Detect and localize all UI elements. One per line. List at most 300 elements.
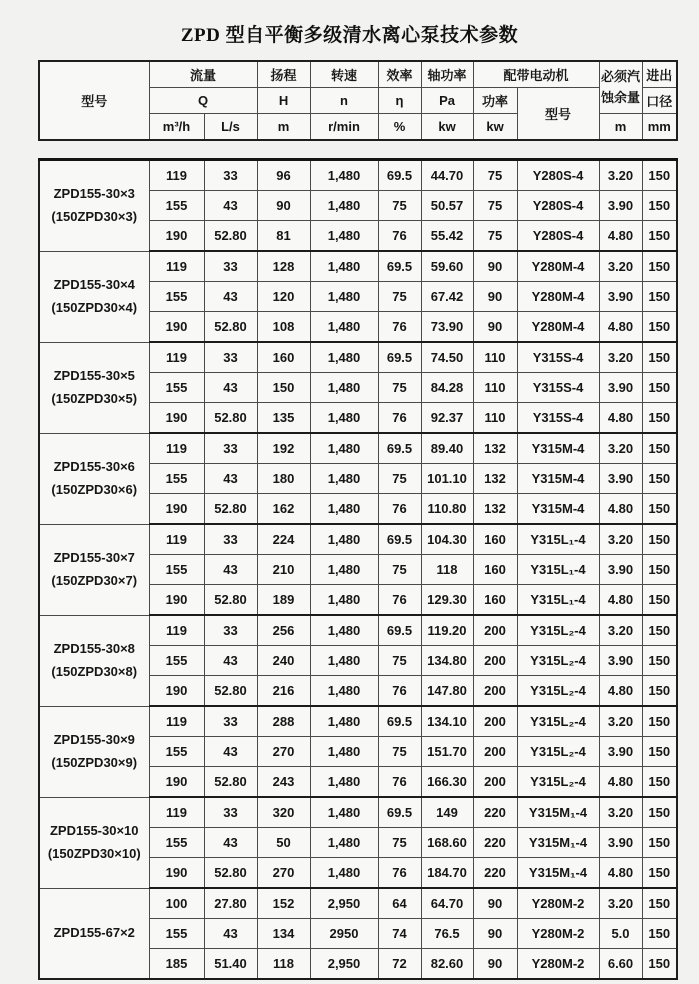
table-cell: 43 <box>204 191 257 221</box>
table-cell: 1,480 <box>310 767 378 798</box>
table-cell: 119 <box>149 342 204 373</box>
table-cell: 150 <box>642 251 677 282</box>
table-cell: 67.42 <box>421 282 473 312</box>
table-cell: Y280S-4 <box>517 221 599 252</box>
table-cell: 180 <box>257 464 310 494</box>
pump-model-line: (150ZPD30×5) <box>51 390 138 406</box>
table-cell: 119 <box>149 251 204 282</box>
table-cell: 210 <box>257 555 310 585</box>
table-cell: 160 <box>473 555 517 585</box>
table-cell: 288 <box>257 706 310 737</box>
table-cell: 55.42 <box>421 221 473 252</box>
table-cell: 3.20 <box>599 706 642 737</box>
efficiency-unit: % <box>378 114 421 141</box>
flow-unit-m3h: m³/h <box>149 114 204 141</box>
table-cell: 190 <box>149 858 204 889</box>
table-cell: 110 <box>473 373 517 403</box>
pump-model-line: (150ZPD30×3) <box>51 208 138 224</box>
table-cell: 3.90 <box>599 737 642 767</box>
table-cell: Y315L₁-4 <box>517 585 599 616</box>
speed-unit: r/min <box>310 114 378 141</box>
table-cell: 150 <box>642 676 677 707</box>
table-cell: 110.80 <box>421 494 473 525</box>
table-cell: 119 <box>149 160 204 191</box>
table-cell: 1,480 <box>310 221 378 252</box>
table-cell: Y315M-4 <box>517 433 599 464</box>
table-cell: 76 <box>378 858 421 889</box>
table-cell: 184.70 <box>421 858 473 889</box>
table-cell: 150 <box>642 585 677 616</box>
table-cell: 160 <box>473 585 517 616</box>
table-cell: 200 <box>473 646 517 676</box>
table-cell: 69.5 <box>378 251 421 282</box>
table-cell: 33 <box>204 251 257 282</box>
table-row <box>39 524 677 555</box>
table-cell: Y315S-4 <box>517 373 599 403</box>
table-cell: 220 <box>473 828 517 858</box>
table-cell: 76 <box>378 585 421 616</box>
table-cell: 190 <box>149 403 204 434</box>
table-cell: 220 <box>473 797 517 828</box>
speed-symbol: n <box>310 88 378 114</box>
table-cell: 81 <box>257 221 310 252</box>
table-cell: 1,480 <box>310 858 378 889</box>
table-cell: 59.60 <box>421 251 473 282</box>
pump-model-line: ZPD155-67×2 <box>53 924 135 940</box>
table-row <box>39 888 677 919</box>
table-cell: 75 <box>378 737 421 767</box>
spec-table-header <box>38 60 678 141</box>
head-unit: m <box>257 114 310 141</box>
table-cell: 200 <box>473 767 517 798</box>
table-cell: 150 <box>642 464 677 494</box>
pump-model-line: (150ZPD30×6) <box>51 481 138 497</box>
table-cell: 1,480 <box>310 828 378 858</box>
table-cell: 75 <box>378 555 421 585</box>
shaft-power-symbol: Pa <box>421 88 473 114</box>
table-row <box>39 251 677 282</box>
table-cell: 120 <box>257 282 310 312</box>
col-header-shaft-power: 轴功率 <box>421 61 473 88</box>
efficiency-symbol: η <box>378 88 421 114</box>
table-cell: 119 <box>149 706 204 737</box>
table-cell: 110 <box>473 342 517 373</box>
table-cell: 1,480 <box>310 282 378 312</box>
table-cell: 52.80 <box>204 767 257 798</box>
table-cell: 160 <box>473 524 517 555</box>
table-cell: 150 <box>642 949 677 980</box>
npsh-unit: m <box>599 114 642 141</box>
table-cell: Y280S-4 <box>517 160 599 191</box>
table-cell: 33 <box>204 706 257 737</box>
table-cell: 1,480 <box>310 433 378 464</box>
table-cell: 4.80 <box>599 676 642 707</box>
table-cell: Y315L₂-4 <box>517 615 599 646</box>
table-cell: 3.20 <box>599 524 642 555</box>
table-row <box>39 342 677 373</box>
table-cell: 75 <box>378 191 421 221</box>
table-cell: 69.5 <box>378 706 421 737</box>
table-cell: 33 <box>204 160 257 191</box>
table-cell: 132 <box>473 464 517 494</box>
table-cell: 3.20 <box>599 888 642 919</box>
table-cell: 4.80 <box>599 221 642 252</box>
pump-model-line: (150ZPD30×8) <box>51 663 138 679</box>
table-cell: 2,950 <box>310 888 378 919</box>
flow-unit-ls: L/s <box>204 114 257 141</box>
table-cell: 4.80 <box>599 858 642 889</box>
table-cell: Y280M-2 <box>517 919 599 949</box>
table-cell: 6.60 <box>599 949 642 980</box>
table-cell: 118 <box>421 555 473 585</box>
table-cell: 150 <box>642 797 677 828</box>
table-cell: 1,480 <box>310 191 378 221</box>
table-cell: 119 <box>149 524 204 555</box>
table-cell: 150 <box>642 221 677 252</box>
table-cell: 168.60 <box>421 828 473 858</box>
table-cell: 150 <box>257 373 310 403</box>
pump-model-line: (150ZPD30×7) <box>51 572 138 588</box>
table-cell: 134 <box>257 919 310 949</box>
table-cell: 51.40 <box>204 949 257 980</box>
table-cell: 150 <box>642 767 677 798</box>
header-row-1 <box>39 61 677 88</box>
table-cell: 90 <box>473 282 517 312</box>
table-cell: Y315M₁-4 <box>517 858 599 889</box>
table-cell: 43 <box>204 555 257 585</box>
col-header-motor-group: 配带电动机 <box>473 61 599 88</box>
shaft-power-unit: kw <box>421 114 473 141</box>
table-cell: 150 <box>642 342 677 373</box>
table-cell: 27.80 <box>204 888 257 919</box>
pump-model-line: (150ZPD30×4) <box>51 299 138 315</box>
table-cell: 128 <box>257 251 310 282</box>
table-cell: 134.80 <box>421 646 473 676</box>
table-cell: 150 <box>642 646 677 676</box>
table-cell: 150 <box>642 494 677 525</box>
spec-table-body <box>38 158 678 980</box>
table-cell: 150 <box>642 373 677 403</box>
table-cell: 33 <box>204 433 257 464</box>
table-cell: 150 <box>642 282 677 312</box>
table-cell: 1,480 <box>310 615 378 646</box>
table-cell: 1,480 <box>310 737 378 767</box>
table-cell: 3.20 <box>599 797 642 828</box>
col-header-port-line2: 口径 <box>642 88 677 114</box>
col-header-flow: 流量 <box>149 61 257 88</box>
table-cell: 2,950 <box>310 949 378 980</box>
table-cell: 96 <box>257 160 310 191</box>
table-cell: 69.5 <box>378 524 421 555</box>
table-cell: 150 <box>642 706 677 737</box>
table-cell: 3.20 <box>599 160 642 191</box>
pump-model-line: ZPD155-30×6 <box>53 458 135 474</box>
table-cell: 75 <box>378 828 421 858</box>
pump-model-line: ZPD155-30×7 <box>53 549 135 565</box>
pump-model-line: ZPD155-30×10 <box>49 822 139 838</box>
table-cell: 76 <box>378 312 421 343</box>
table-cell: 1,480 <box>310 251 378 282</box>
table-cell: 33 <box>204 797 257 828</box>
table-cell: 150 <box>642 919 677 949</box>
pump-model-cell <box>39 797 149 888</box>
table-cell: 3.20 <box>599 251 642 282</box>
table-cell: 76 <box>378 403 421 434</box>
table-cell: 82.60 <box>421 949 473 980</box>
pump-model-line: ZPD155-30×9 <box>53 731 135 747</box>
npsh-label-line1: 必须汽 <box>601 69 641 85</box>
table-cell: 320 <box>257 797 310 828</box>
pump-model-line: ZPD155-30×8 <box>53 640 135 656</box>
pump-model-line: (150ZPD30×9) <box>51 754 138 770</box>
pump-model-cell <box>39 342 149 433</box>
table-cell: 256 <box>257 615 310 646</box>
table-cell: 92.37 <box>421 403 473 434</box>
pump-model-cell <box>39 524 149 615</box>
table-cell: 119 <box>149 433 204 464</box>
table-cell: 190 <box>149 676 204 707</box>
table-cell: 200 <box>473 706 517 737</box>
table-row <box>39 433 677 464</box>
table-cell: 5.0 <box>599 919 642 949</box>
table-cell: 155 <box>149 828 204 858</box>
head-symbol: H <box>257 88 310 114</box>
table-cell: 190 <box>149 221 204 252</box>
table-cell: 150 <box>642 888 677 919</box>
table-cell: 189 <box>257 585 310 616</box>
table-cell: 1,480 <box>310 494 378 525</box>
motor-power-unit: kw <box>473 114 517 141</box>
table-cell: 3.90 <box>599 646 642 676</box>
flow-symbol: Q <box>149 88 257 114</box>
table-cell: 33 <box>204 615 257 646</box>
table-cell: 119 <box>149 615 204 646</box>
table-cell: 3.20 <box>599 342 642 373</box>
table-cell: 52.80 <box>204 403 257 434</box>
table-cell: 270 <box>257 737 310 767</box>
table-cell: 243 <box>257 767 310 798</box>
table-cell: 155 <box>149 555 204 585</box>
table-cell: Y315S-4 <box>517 342 599 373</box>
table-cell: Y315L₂-4 <box>517 646 599 676</box>
table-cell: 73.90 <box>421 312 473 343</box>
table-cell: 3.90 <box>599 555 642 585</box>
table-cell: 190 <box>149 312 204 343</box>
table-cell: 72 <box>378 949 421 980</box>
table-cell: 52.80 <box>204 858 257 889</box>
col-header-efficiency: 效率 <box>378 61 421 88</box>
table-cell: 110 <box>473 403 517 434</box>
table-cell: 90 <box>473 919 517 949</box>
pump-model-line: ZPD155-30×4 <box>53 276 135 292</box>
table-cell: 150 <box>642 828 677 858</box>
table-cell: 84.28 <box>421 373 473 403</box>
table-cell: 129.30 <box>421 585 473 616</box>
table-cell: 52.80 <box>204 221 257 252</box>
col-header-head: 扬程 <box>257 61 310 88</box>
table-cell: 43 <box>204 828 257 858</box>
table-cell: 75 <box>378 282 421 312</box>
table-cell: 132 <box>473 433 517 464</box>
table-cell: Y315S-4 <box>517 403 599 434</box>
page-title: ZPD 型自平衡多级清水离心泵技术参数 <box>180 25 519 46</box>
table-cell: 118 <box>257 949 310 980</box>
table-cell: 43 <box>204 646 257 676</box>
table-cell: 224 <box>257 524 310 555</box>
table-cell: Y315M₁-4 <box>517 797 599 828</box>
table-cell: 33 <box>204 524 257 555</box>
table-cell: 200 <box>473 676 517 707</box>
table-cell: 90 <box>473 312 517 343</box>
table-cell: Y315M-4 <box>517 494 599 525</box>
table-cell: 50 <box>257 828 310 858</box>
table-cell: 1,480 <box>310 676 378 707</box>
table-cell: 3.20 <box>599 433 642 464</box>
table-cell: 76 <box>378 494 421 525</box>
table-row <box>39 706 677 737</box>
table-cell: 149 <box>421 797 473 828</box>
table-cell: 135 <box>257 403 310 434</box>
table-cell: 76.5 <box>421 919 473 949</box>
table-cell: 108 <box>257 312 310 343</box>
table-cell: 52.80 <box>204 585 257 616</box>
table-cell: 119 <box>149 797 204 828</box>
table-cell: 150 <box>642 403 677 434</box>
table-cell: 75 <box>378 373 421 403</box>
table-cell: 43 <box>204 282 257 312</box>
table-cell: 2950 <box>310 919 378 949</box>
table-cell: 160 <box>257 342 310 373</box>
table-cell: 155 <box>149 737 204 767</box>
table-cell: 89.40 <box>421 433 473 464</box>
table-cell: 69.5 <box>378 342 421 373</box>
pump-model-line: ZPD155-30×3 <box>53 186 135 201</box>
table-cell: 119.20 <box>421 615 473 646</box>
table-cell: 75 <box>378 464 421 494</box>
table-cell: 1,480 <box>310 646 378 676</box>
table-cell: 104.30 <box>421 524 473 555</box>
table-cell: 4.80 <box>599 585 642 616</box>
table-cell: 150 <box>642 858 677 889</box>
table-cell: 155 <box>149 282 204 312</box>
pump-model-cell <box>39 160 149 252</box>
table-cell: 3.90 <box>599 191 642 221</box>
table-cell: 3.90 <box>599 282 642 312</box>
table-row <box>39 160 677 191</box>
table-cell: 4.80 <box>599 494 642 525</box>
table-cell: 1,480 <box>310 706 378 737</box>
table-cell: 185 <box>149 949 204 980</box>
table-cell: 151.70 <box>421 737 473 767</box>
table-cell: 150 <box>642 312 677 343</box>
port-unit: mm <box>642 114 677 141</box>
table-cell: Y315L₂-4 <box>517 737 599 767</box>
table-cell: 150 <box>642 160 677 191</box>
table-cell: 100 <box>149 888 204 919</box>
motor-power-label: 功率 <box>473 88 517 114</box>
table-cell: 43 <box>204 373 257 403</box>
table-cell: 1,480 <box>310 373 378 403</box>
table-cell: 1,480 <box>310 524 378 555</box>
pump-model-cell <box>39 251 149 342</box>
table-cell: 150 <box>642 555 677 585</box>
table-cell: 44.70 <box>421 160 473 191</box>
table-cell: 4.80 <box>599 767 642 798</box>
npsh-label-line2: 蚀余量 <box>601 89 641 105</box>
table-cell: 43 <box>204 737 257 767</box>
table-cell: 162 <box>257 494 310 525</box>
table-cell: 90 <box>473 949 517 980</box>
table-cell: 1,480 <box>310 585 378 616</box>
col-header-model: 型号 <box>39 61 149 140</box>
pump-model-cell <box>39 706 149 797</box>
table-cell: 152 <box>257 888 310 919</box>
table-cell: 3.90 <box>599 373 642 403</box>
table-cell: 3.90 <box>599 464 642 494</box>
table-cell: 74.50 <box>421 342 473 373</box>
table-cell: 50.57 <box>421 191 473 221</box>
table-cell: 69.5 <box>378 433 421 464</box>
table-cell: 200 <box>473 615 517 646</box>
table-cell: Y315L₂-4 <box>517 767 599 798</box>
table-cell: Y280S-4 <box>517 191 599 221</box>
col-header-port-line1: 进出 <box>642 61 677 88</box>
table-cell: 64 <box>378 888 421 919</box>
table-cell: 190 <box>149 767 204 798</box>
table-cell: 33 <box>204 342 257 373</box>
table-cell: 75 <box>378 646 421 676</box>
table-cell: 190 <box>149 585 204 616</box>
table-cell: 52.80 <box>204 494 257 525</box>
table-cell: 1,480 <box>310 342 378 373</box>
table-cell: 1,480 <box>310 312 378 343</box>
table-cell: 76 <box>378 221 421 252</box>
table-cell: Y315M-4 <box>517 464 599 494</box>
table-cell: 190 <box>149 494 204 525</box>
table-cell: 150 <box>642 737 677 767</box>
table-cell: 155 <box>149 464 204 494</box>
table-cell: 147.80 <box>421 676 473 707</box>
table-cell: 69.5 <box>378 160 421 191</box>
table-cell: 134.10 <box>421 706 473 737</box>
pump-model-line: ZPD155-30×5 <box>53 367 135 383</box>
table-cell: 132 <box>473 494 517 525</box>
table-cell: 1,480 <box>310 464 378 494</box>
table-cell: Y315M₁-4 <box>517 828 599 858</box>
table-cell: 4.80 <box>599 312 642 343</box>
motor-model-label: 型号 <box>517 88 599 141</box>
table-cell: 75 <box>473 191 517 221</box>
table-cell: Y315L₂-4 <box>517 676 599 707</box>
table-cell: 64.70 <box>421 888 473 919</box>
table-cell: 155 <box>149 646 204 676</box>
table-cell: 155 <box>149 191 204 221</box>
table-cell: 90 <box>473 251 517 282</box>
col-header-speed: 转速 <box>310 61 378 88</box>
table-cell: 216 <box>257 676 310 707</box>
table-cell: 90 <box>473 888 517 919</box>
table-cell: 150 <box>642 524 677 555</box>
table-cell: 150 <box>642 615 677 646</box>
table-cell: 69.5 <box>378 797 421 828</box>
table-cell: 3.90 <box>599 828 642 858</box>
table-cell: Y280M-2 <box>517 888 599 919</box>
pump-model-line: (150ZPD30×10) <box>47 845 141 861</box>
table-cell: 90 <box>257 191 310 221</box>
table-cell: 43 <box>204 464 257 494</box>
pump-model-cell <box>39 433 149 524</box>
table-cell: 43 <box>204 919 257 949</box>
